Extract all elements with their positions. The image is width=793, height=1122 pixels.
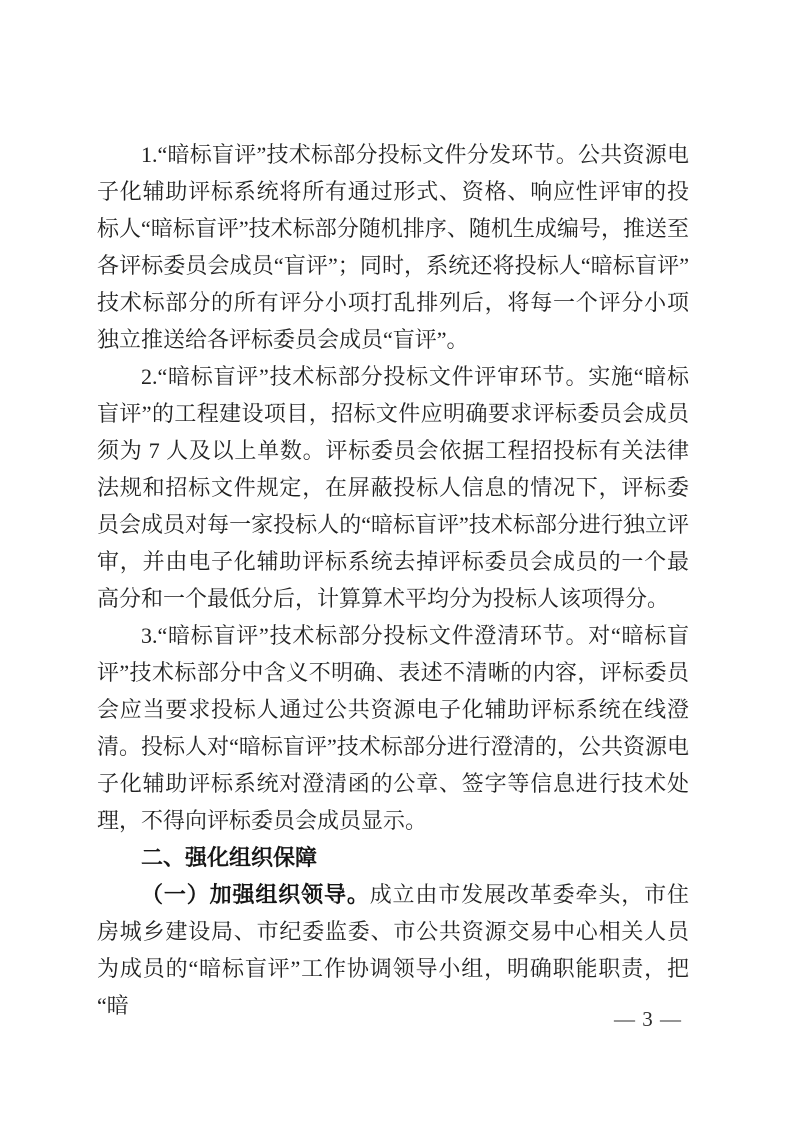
document-body	[97, 136, 689, 1024]
clause-body-strengthen-leadership: 成立由市发展改革委牵头，市住房城乡建设局、市纪委监委、市公共资源交易中心相关人员为成员的“暗标盲评”工作协调领导小组，明确职能职责，把“暗	[97, 882, 689, 1018]
paragraph-distribution-step: 1.“暗标盲评”技术标部分投标文件分发环节。公共资源电子化辅助评标系统将所有通过形式、资格、响应性评审的投标人“暗标盲评”技术标部分随机排序、随机生成编号，推送至各评标委员会成员“盲评”；同时，系统还将投标人“暗标盲评”技术标部分的所有评分小项打乱排列后，将每一个评分小项独立推送给各评标委员会成员“盲评”。	[97, 142, 689, 352]
section-heading-organizational-safeguards: 二、强化组织保障	[141, 845, 318, 870]
paragraph-strengthen-leadership	[97, 876, 689, 1024]
clause-lead-strengthen-leadership: （一）加强组织领导。	[141, 882, 370, 907]
paragraph-clarification-step: 3.“暗标盲评”技术标部分投标文件澄清环节。对“暗标盲评”技术标部分中含义不明确、表述不清晰的内容，评标委员会应当要求投标人通过公共资源电子化辅助评标系统在线澄清。投标人对“暗标盲评”技术标部分进行澄清的，公共资源电子化辅助评标系统对澄清函的公章、签字等信息进行技术处理，不得向评标委员会成员显示。	[97, 623, 689, 833]
paragraph-review-step: 2.“暗标盲评”技术标部分投标文件评审环节。实施“暗标盲评”的工程建设项目，招标文件应明确要求评标委员会成员须为 7 人及以上单数。评标委员会依据工程招投标有关法律法规和招标文件规定，在屏蔽投标人信息的情况下，评标委员会成员对每一家投标人的“暗标盲评”技术标部分进行独立评审，并由电子化辅助评标系统去掉评标委员会成员的一个最高分和一个最低分后，计算算术平均分为投标人该项得分。	[97, 364, 689, 611]
page-number: — 3 —	[614, 1007, 682, 1031]
